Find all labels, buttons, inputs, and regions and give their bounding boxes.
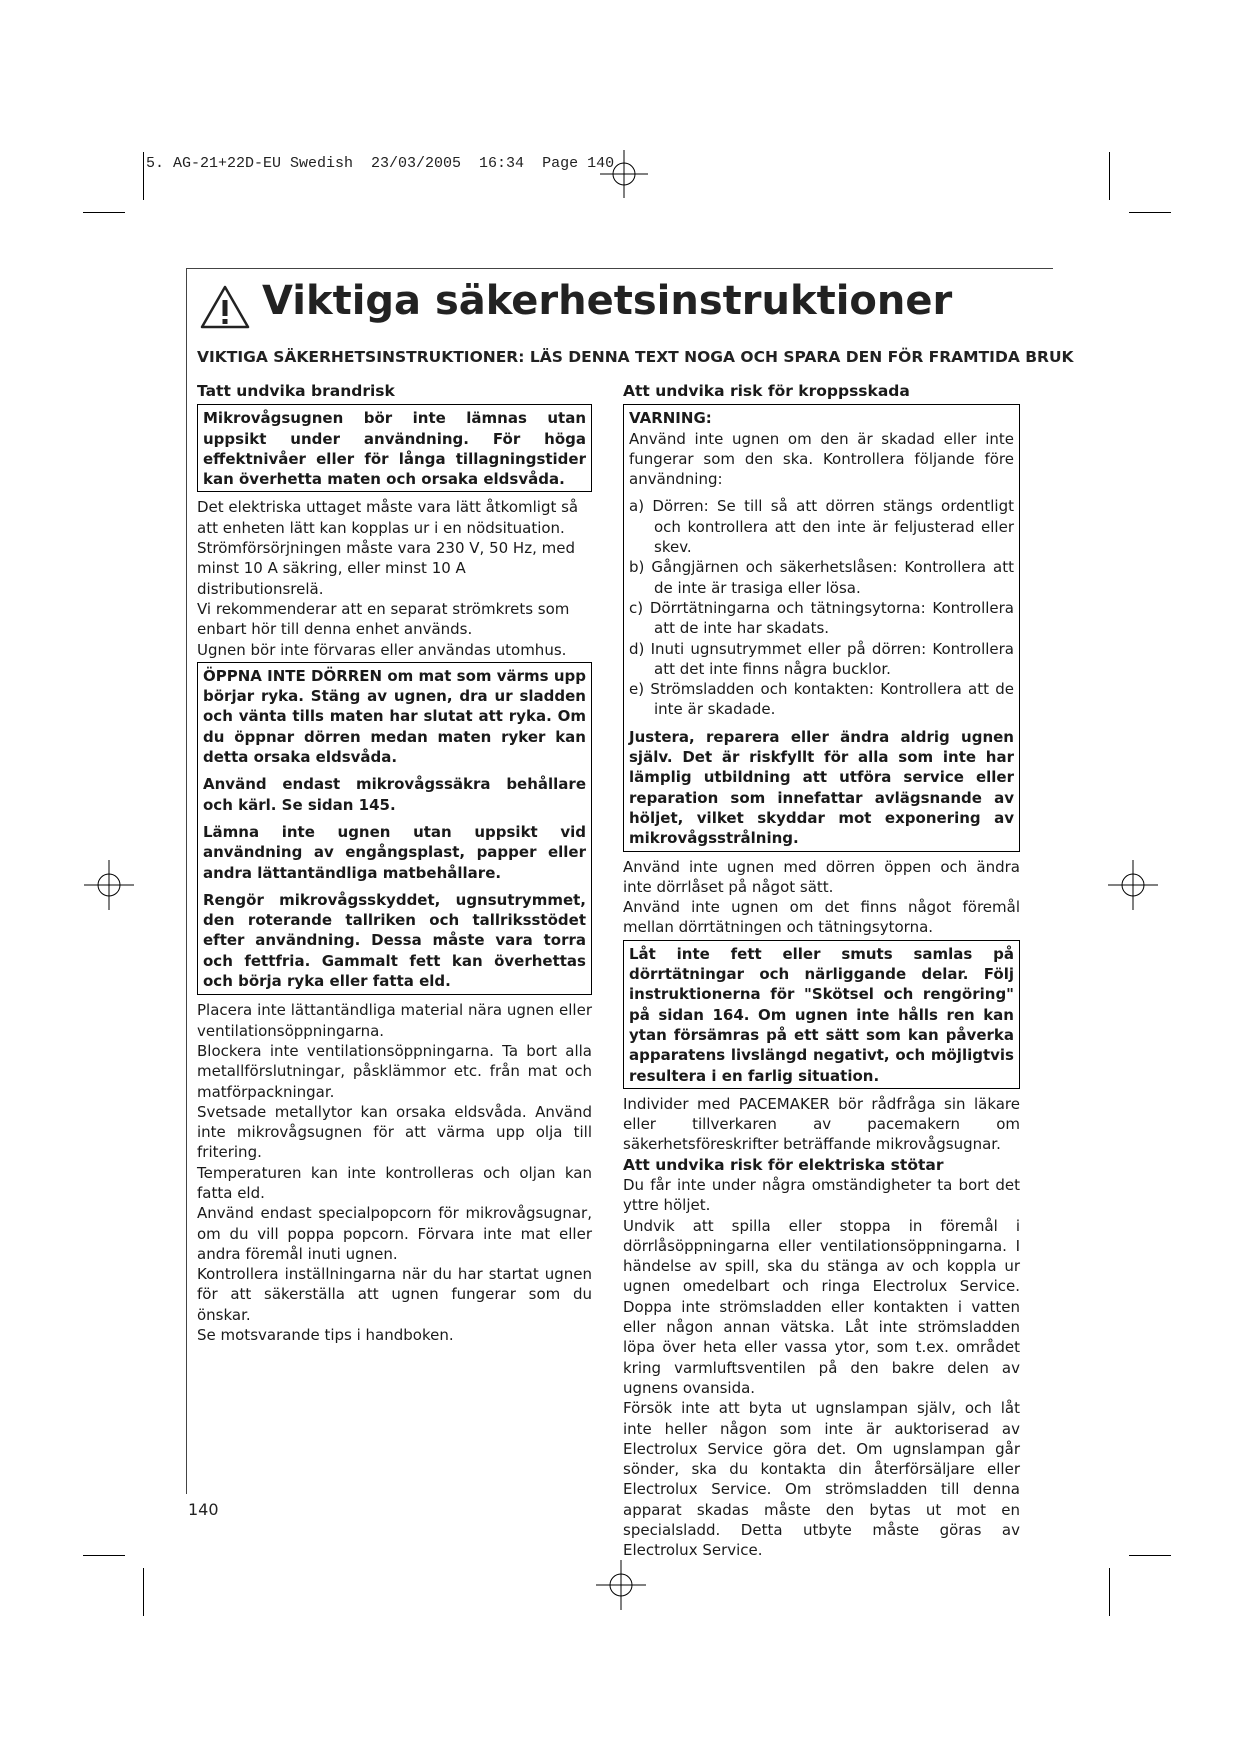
right-column [623, 381, 1020, 1561]
paragraph: Det elektriska uttaget måste vara lätt åtkomligt så att enheten lätt kan kopplas ur i en nödsituation. [197, 498, 579, 537]
warning-box [623, 404, 1020, 851]
section-heading-fire: Tatt undvika brandrisk [197, 382, 395, 400]
page-title: Viktiga säkerhetsinstruktioner [262, 278, 953, 324]
registration-mark-bottom [596, 1560, 646, 1610]
paragraph: Svetsade metallytor kan orsaka eldsvåda. Använd inte mikrovågsugnen för att värma upp olja till fritering. [197, 1102, 592, 1162]
notice-disposable: Lämna inte ugnen utan uppsikt vid användning av engångsplast, papper eller andra lättantändliga matbehållare. [203, 822, 586, 882]
paragraph: Strömförsörjningen måste vara 230 V, 50 Hz, med minst 10 A säkring, eller minst 10 A distributionsrelä. [197, 539, 575, 598]
check-item: d) Inuti ugnsutrymmet eller på dörren: Kontrollera att det inte finns några bucklor. [629, 639, 1014, 678]
notice-box-grease: Låt inte fett eller smuts samlas på dörrtätningar och närliggande delar. Följ instruktionerna för "Skötsel och rengöring" på sidan 164. Om ugnen inte hålls ren kan ytan försämras på ett sätt som kan påverka apparatens livslängd negativt, och möjligtvis resultera i en farlig situation. [623, 940, 1020, 1089]
paragraph: Använd inte ugnen med dörren öppen och ändra inte dörrlåset på något sätt. [623, 857, 1020, 896]
paragraph: Placera inte lättantändliga material nära ugnen eller ventilationsöppningarna. [197, 1001, 592, 1040]
print-slug: 5. AG-21+22D-EU Swedish 23/03/2005 16:34 Page 140 [146, 155, 615, 172]
warning-triangle-icon [199, 284, 251, 330]
notice-cleaning: Rengör mikrovågsskyddet, ugnsutrymmet, den roterande tallriken och tallriksstödet efter användning. Dessa måste vara torra och fettfria. Gammalt fett kan överhettas och börja ryka eller fatta eld. [203, 890, 586, 991]
paragraph: Vi rekommenderar att en separat strömkrets som enbart hör till denna enhet används. [197, 599, 570, 639]
check-item: c) Dörrtätningarna och tätningsytorna: Kontrollera att de inte har skadats. [629, 598, 1014, 638]
paragraph: Individer med PACEMAKER bör rådfråga sin läkare eller tillverkaren av pacemakern om säkerhetsföreskrifter beträffande mikrovågsugnar. [623, 1094, 1020, 1154]
paragraph: Se motsvarande tips i handboken. [197, 1326, 454, 1345]
left-column [197, 381, 592, 1345]
page-number: 140 [188, 1500, 219, 1519]
check-item: b) Gångjärnen och säkerhetslåsen: Kontrollera att de inte är trasiga eller lösa. [629, 558, 1014, 597]
warning-no-repair: Justera, reparera eller ändra aldrig ugnen själv. Det är riskfyllt för alla som inte har lämplig utbildning att utföra service eller reparation som innefattar avlägsnande av höljet, vilket skyddar mot exponering av mikrovågsstrålning. [629, 727, 1014, 848]
notice-containers: Använd endast mikrovågssäkra behållare och kärl. Se sidan 145. [203, 775, 586, 814]
left-margin-rule [186, 268, 187, 1494]
notice-door-smoke: ÖPPNA INTE DÖRREN om mat som värms upp börjar ryka. Stäng av ugnen, dra ur sladden och vänta tills maten har slutat att ryka. Om du öppnar dörren medan maten ryker kan detta orsaka eldsvåda. [203, 666, 586, 767]
paragraph: Undvik att spilla eller stoppa in föremål i dörrlåsöppningarna eller ventilationsöppningarna. I händelse av spill, ska du stänga av och koppla ur ugnen omedelbart och ringa Electrolux Service. Doppa inte strömsladden eller kontakten i vatten eller någon annan vätska. Låt inte strömsladden löpa över heta eller vassa ytor, som t.ex. området kring varmluftsventilen på den bakre delen av ugnens ovansida. [623, 1216, 1020, 1397]
paragraph: Använd inte ugnen om det finns något föremål mellan dörrtätningen och tätningsytorna. [623, 898, 1020, 937]
paragraph: Kontrollera inställningarna när du har startat ugnen för att säkerställa att ugnen fungerar som du önskar. [197, 1265, 592, 1324]
warning-label: VARNING: [629, 409, 712, 428]
header-rule [187, 268, 1053, 269]
page-subtitle: VIKTIGA SÄKERHETSINSTRUKTIONER: LÄS DENNA TEXT NOGA OCH SPARA DEN FÖR FRAMTIDA BRUK [197, 348, 1074, 366]
paragraph: Du får inte under några omständigheter ta bort det yttre höljet. [623, 1175, 1020, 1215]
registration-mark-right [1108, 860, 1158, 910]
registration-mark-left [84, 860, 134, 910]
section-heading-injury: Att undvika risk för kroppsskada [623, 382, 910, 400]
notice-box-unattended: Mikrovågsugnen bör inte lämnas utan uppsikt under användning. För höga effektnivåer eller för långa tillagningstider kan överhetta maten och orsaka eldsvåda. [197, 404, 592, 492]
paragraph: Ugnen bör inte förvaras eller användas utomhus. [197, 640, 567, 659]
warning-intro: Använd inte ugnen om den är skadad eller inte fungerar som den ska. Kontrollera följande före användning: [629, 429, 1014, 489]
check-item: a) Dörren: Se till så att dörren stängs ordentligt och kontrollera att den inte är feljusterad eller skev. [629, 497, 1014, 557]
check-item: e) Strömsladden och kontakten: Kontrollera att de inte är skadade. [629, 680, 1014, 719]
paragraph: Temperaturen kan inte kontrolleras och oljan kan fatta eld. [197, 1163, 592, 1202]
notice-box-group [197, 662, 592, 995]
registration-mark-top [600, 150, 648, 198]
paragraph: Använd endast specialpopcorn för mikrovågsugnar, om du vill poppa popcorn. Förvara inte mat eller andra föremål inuti ugnen. [197, 1204, 592, 1263]
paragraph: Blockera inte ventilationsöppningarna. Ta bort alla metallförslutningar, påsklämmor etc. från mat och matförpackningar. [197, 1041, 592, 1101]
paragraph: Försök inte att byta ut ugnslampan själv, och låt inte heller någon som inte är auktoriserad av Electrolux Service göra det. Om ugnslampan går sönder, ska du kontakta din återförsäljare eller Electrolux Service. Om strömsladden till denna apparat skadas måste den bytas ut mot en specialsladd. Detta utbyte måste göras av Electrolux Service. [623, 1399, 1020, 1560]
section-heading-electric: Att undvika risk för elektriska stötar [623, 1155, 944, 1174]
